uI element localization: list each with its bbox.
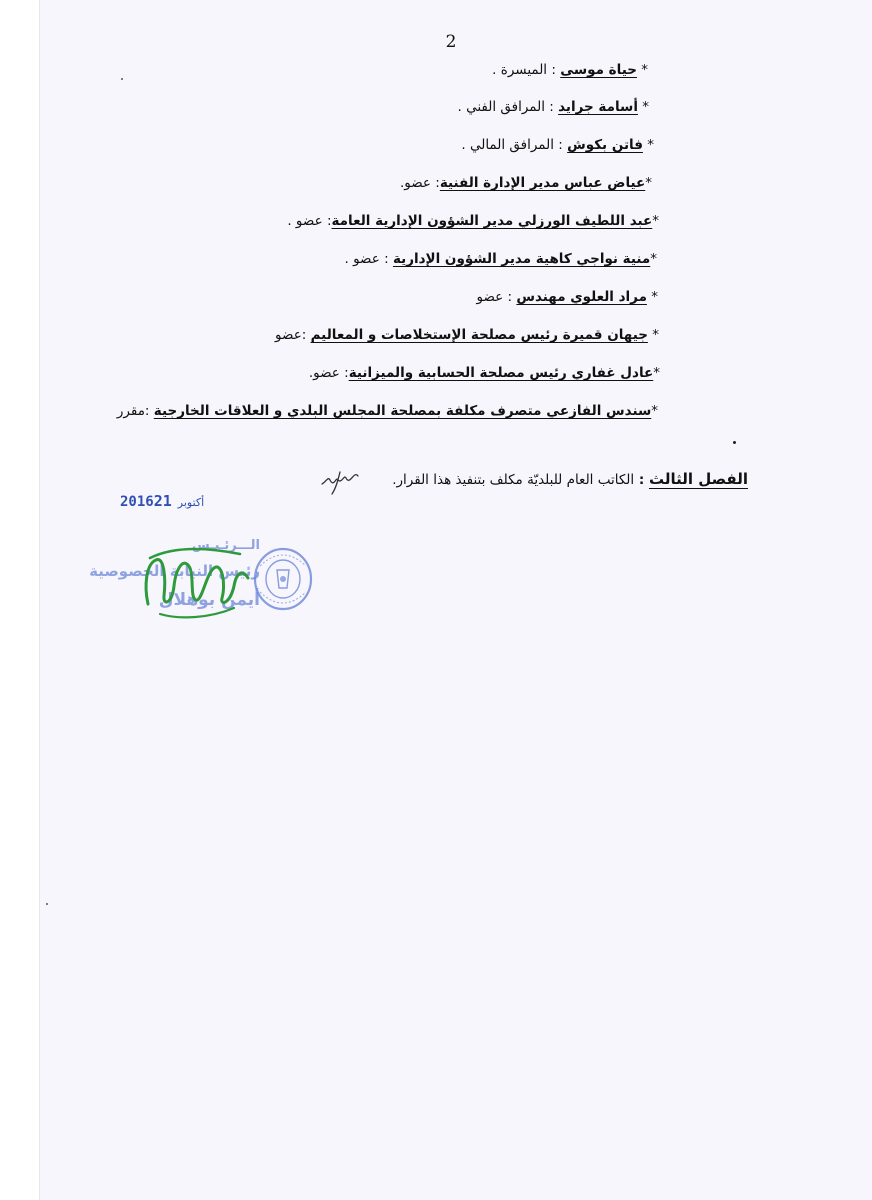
page-number: 2 [445, 32, 457, 52]
bullet: * [642, 137, 654, 153]
member-line [400, 173, 652, 193]
bullet: * [652, 213, 659, 229]
member-name: مراد العلوي مهندس [516, 289, 647, 305]
scan-speck [121, 78, 123, 80]
member-role: :مقرر [116, 403, 154, 419]
scan-speck [46, 903, 48, 905]
member-line [309, 363, 660, 383]
member-name: أسامة جرايد [558, 99, 638, 115]
member-name: عادل غفاري رئيس مصلحة الحسابية والميزانية [348, 365, 654, 381]
bullet: * [645, 175, 652, 191]
member-role: : الميسرة . [492, 62, 561, 78]
member-line [492, 60, 648, 80]
initials-icon [318, 466, 362, 496]
member-line [345, 249, 658, 269]
member-line [287, 211, 659, 231]
bullet: * [637, 99, 649, 115]
member-role: : عضو [476, 289, 517, 305]
round-seal-icon [252, 546, 314, 612]
member-role: : المرافق الفني . [457, 99, 559, 115]
date-stamp [120, 492, 210, 510]
member-name: فاتن بكوش [567, 137, 643, 153]
stray-dot [733, 441, 736, 444]
member-name: حياة موسى [560, 62, 637, 78]
bullet: * [646, 289, 658, 305]
date-month: أكتوبر [177, 496, 205, 509]
member-role: : عضو . [344, 251, 393, 267]
date-day: 21 [153, 492, 172, 510]
member-role: : المرافق المالي . [461, 137, 568, 153]
bullet: * [653, 365, 660, 381]
article-three [392, 468, 748, 491]
member-role: :عضو [275, 327, 311, 343]
stamp-line-3: أيمن بوهلال [158, 590, 260, 610]
member-role: : عضو. [308, 365, 349, 381]
article-text: الكاتب العام للبلديّة مكلف بتنفيذ هذا القرار. [392, 472, 635, 488]
member-name: عياض عباس مدير الإدارة الفنية [439, 175, 646, 191]
bullet: * [651, 403, 658, 419]
bullet: * [636, 62, 648, 78]
member-name: جيهان قميرة رئيس مصلحة الإستخلاصات و المعاليم [310, 327, 648, 343]
bullet: * [647, 327, 659, 343]
date-year: 2016 [120, 494, 154, 510]
member-name: منية نواجي كاهية مدير الشؤون الإدارية [392, 251, 651, 267]
member-line [117, 401, 658, 421]
member-line [461, 135, 654, 155]
handwritten-signature-icon [130, 534, 260, 624]
page-left-margin [0, 0, 40, 1200]
member-role: : عضو . [287, 213, 332, 229]
stamp-line-1: الـــرئـيـس [191, 538, 260, 553]
member-role: : عضو. [399, 175, 440, 191]
stamp-line-2: رئيس النيابة الخصوصية [89, 562, 260, 580]
member-line [458, 97, 650, 117]
article-heading: الفصل الثالث [648, 470, 748, 488]
member-line [275, 325, 659, 345]
member-line [476, 287, 658, 307]
article-separator: : [634, 472, 649, 488]
member-name: عبد اللطيف الورزلي مدير الشؤون الإدارية العامة [331, 213, 653, 229]
member-name: سندس الفازعي متصرف مكلفة بمصلحة المجلس البلدي و العلاقات الخارجية [153, 403, 652, 419]
bullet: * [650, 251, 657, 267]
